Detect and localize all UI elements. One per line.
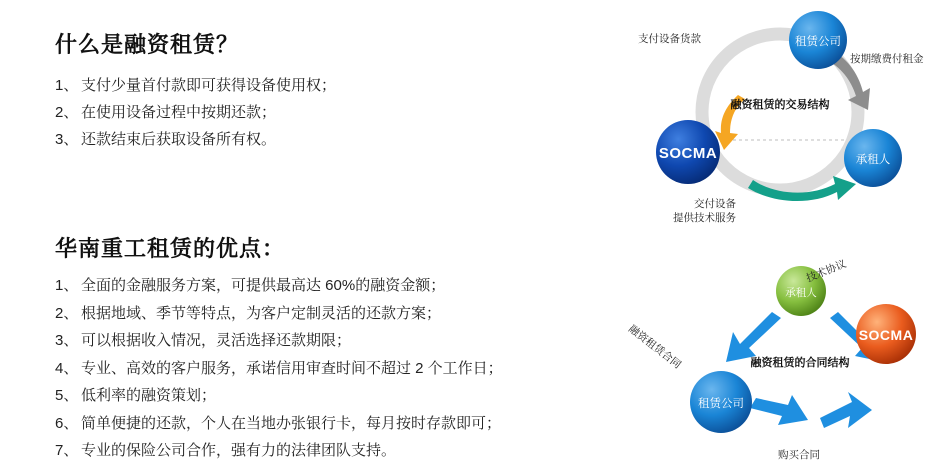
list-item-text: 支付少量首付款即可获得设备使用权； bbox=[81, 77, 337, 94]
list-item bbox=[55, 437, 503, 465]
list-item-text: 根据地域、季节等特点，为客户定制灵活的还款方案； bbox=[81, 304, 442, 322]
section-2-list bbox=[55, 272, 503, 465]
list-item bbox=[55, 382, 503, 410]
list-item-number: 1、 bbox=[55, 77, 79, 94]
node-leasing-company-label: 租赁公司 bbox=[698, 398, 744, 410]
list-item-number: 1、 bbox=[55, 277, 79, 294]
list-item-text: 专业的保险公司合作，强有力的法律团队支持。 bbox=[81, 442, 397, 459]
list-item-text: 低利率的融资策划； bbox=[81, 387, 217, 404]
list-item bbox=[55, 272, 503, 300]
list-item-number: 4、 bbox=[55, 359, 79, 377]
transaction-center-label: 融资租赁的交易结构 bbox=[730, 99, 830, 111]
list-item bbox=[55, 327, 503, 355]
list-item bbox=[55, 126, 336, 153]
list-item-number: 2、 bbox=[55, 304, 79, 322]
list-item bbox=[55, 300, 503, 328]
list-item-text: 专业、高效的客户服务，承诺信用审查时间不超过 2 个工作日； bbox=[81, 359, 503, 377]
contract-structure-diagram bbox=[620, 240, 940, 472]
arrow-purchase-contract-icon-2 bbox=[820, 392, 872, 428]
list-item bbox=[55, 99, 336, 126]
node-lessee-label: 承租人 bbox=[855, 154, 891, 166]
list-item-number: 5、 bbox=[55, 387, 79, 404]
list-item-text: 全面的金融服务方案，可提供最高达 60%的融资金额； bbox=[81, 277, 446, 294]
list-item-text: 简单便捷的还款，个人在当地办张银行卡，每月按时存款即可； bbox=[81, 414, 502, 432]
list-item-text: 在使用设备过程中按期还款； bbox=[81, 104, 277, 121]
contract-center-label: 融资租赁的合同结构 bbox=[750, 357, 850, 369]
list-item-number: 2、 bbox=[55, 104, 79, 121]
list-item-number: 3、 bbox=[55, 131, 79, 148]
node-socma-label: SOCMA bbox=[858, 327, 914, 343]
annotation-deliver-equipment-line2: 提供技术服务 bbox=[673, 212, 736, 224]
node-lessee-label: 承租人 bbox=[785, 287, 817, 299]
annotation-periodic-rent: 按期缴费付租金 bbox=[850, 53, 924, 65]
list-item-text: 可以根据收入情况，灵活选择还款期限； bbox=[81, 332, 352, 349]
list-item-number: 3、 bbox=[55, 332, 79, 349]
arrow-lease-contract-icon bbox=[726, 312, 781, 362]
node-leasing-company-label: 租赁公司 bbox=[795, 36, 841, 48]
list-item-text: 还款结束后获取设备所有权。 bbox=[81, 131, 277, 148]
annotation-technical-agreement: 技术协议 bbox=[804, 257, 849, 285]
section-2-title: 华南重工租赁的优点： bbox=[55, 236, 286, 261]
annotation-purchase-contract: 购买合同 bbox=[778, 449, 820, 461]
section-1-title: 什么是融资租赁？ bbox=[55, 32, 240, 57]
node-supplier-label: SOCMA bbox=[658, 145, 718, 162]
annotation-lease-contract: 融资租赁合同 bbox=[626, 322, 684, 372]
transaction-structure-diagram bbox=[620, 0, 940, 232]
diagram-column bbox=[620, 0, 940, 475]
list-item-number: 7、 bbox=[55, 442, 79, 459]
arrow-purchase-contract-icon bbox=[750, 395, 808, 425]
list-item bbox=[55, 72, 336, 99]
list-item bbox=[55, 410, 503, 438]
annotation-payment-for-equipment: 支付设备货款 bbox=[638, 33, 701, 45]
list-item bbox=[55, 355, 503, 383]
list-item-number: 6、 bbox=[55, 414, 79, 432]
section-1-list bbox=[55, 72, 336, 153]
annotation-deliver-equipment-line1: 交付设备 bbox=[694, 198, 736, 210]
